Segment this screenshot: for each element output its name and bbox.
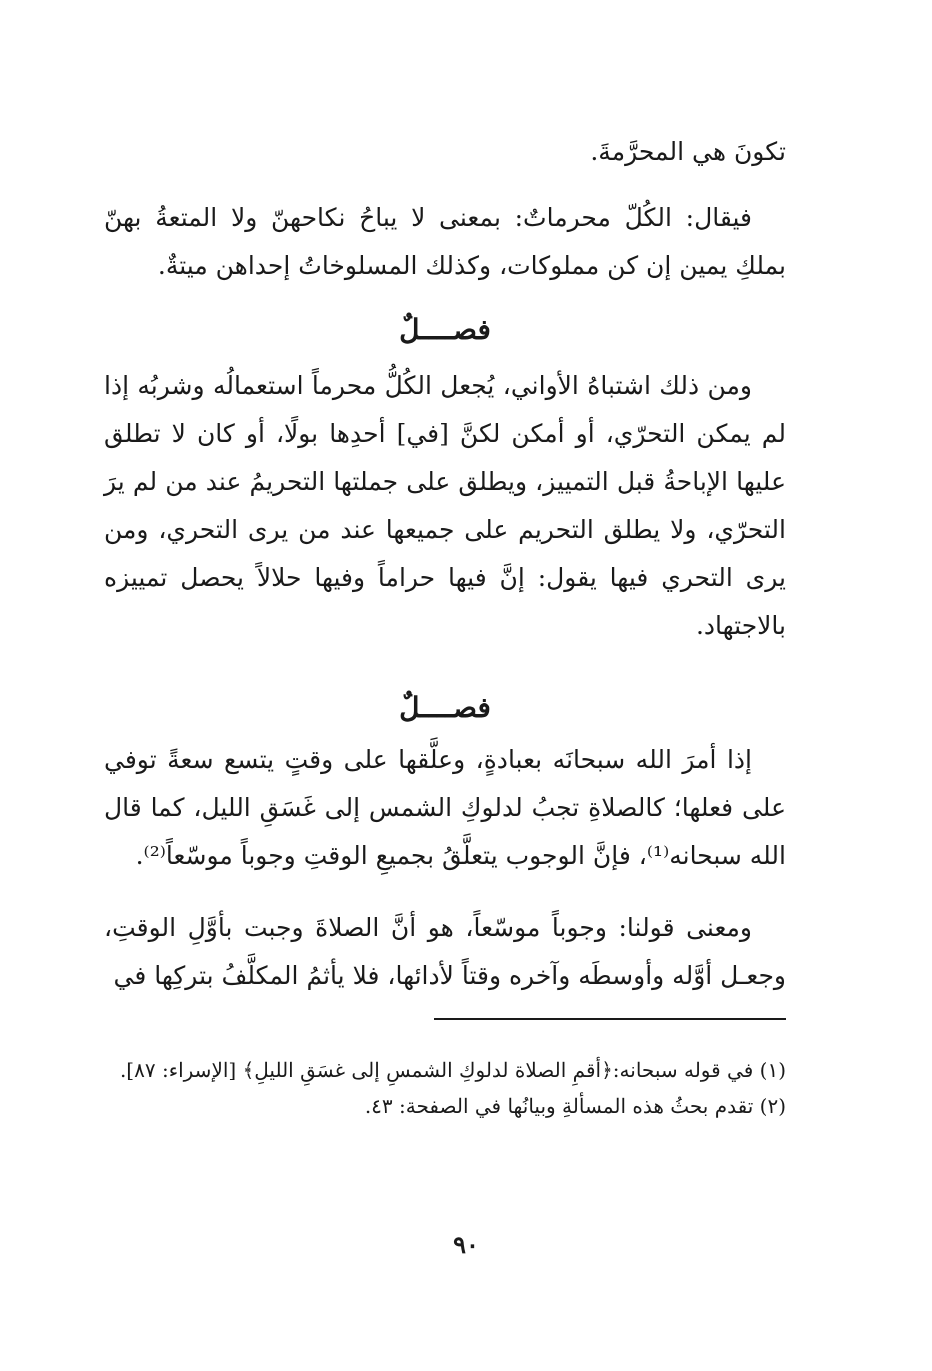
paragraph-4-text: ومعنى قولنا: وجوباً موسّعاً، هو أنَّ الصلاةَ وجبت بأوَّلِ الوقتِ، وجعـل أوَّله وأوسطَه وآخره وقتاً لأدائها، فلا يأثمُ المكلَّفُ بتركِها في — [104, 913, 786, 990]
footnote-divider — [434, 1018, 786, 1020]
footnotes — [104, 1052, 786, 1124]
continuation-line — [104, 128, 786, 176]
paragraph-3-text: إذا أمرَ الله سبحانَه بعبادةٍ، وعلَّقها على وقتٍ يتسع سعةً توفي على فعلها؛ كالصلاةِ تجبُ لدلوكِ الشمس إلى غَسَقِ الليل، كما قال الله سبحانه⁽¹⁾، فإنَّ الوجوب يتعلَّقُ بجميعِ الوقتِ وجوباً موسّعاً⁽²⁾. — [104, 745, 786, 870]
paragraph-3 — [104, 736, 786, 880]
footnote-1: (١) في قوله سبحانه:﴿أقمِ الصلاة لدلوكِ الشمسِ إلى غسَقِ الليلِ﴾ [الإسراء: ٨٧]. — [119, 1058, 786, 1082]
page-number: ٩٠ — [453, 1230, 479, 1259]
section-heading-1: فصــــلٌ — [399, 313, 491, 346]
paragraph-2 — [104, 362, 786, 650]
paragraph-1 — [104, 194, 786, 290]
section-heading-2: فصــــلٌ — [399, 691, 491, 724]
paragraph-4 — [104, 904, 786, 1000]
footnote-2: (٢) تقدم بحثُ هذه المسألةِ وبيانُها في الصفحة: ٤٣. — [364, 1094, 786, 1118]
paragraph-2-text: ومن ذلك اشتباهُ الأواني، يُجعل الكُلُّ محرماً استعمالُه وشربُه إذا لم يمكن التحرّي، أو أمكن لكنَّ [في] أحدِها بولًا، أو كان لا تطلق عليها الإباحةُ قبل التمييز، ويطلق على جملتها التحريمُ عند من لم يرَ التحرّي، ولا يطلق التحريم على جميعها عند من يرى التحري، ومن يرى التحري فيها يقول: إنَّ فيها حراماً وفيها حلالاً يحصل تمييزه بالاجتهاد. — [104, 371, 786, 640]
paragraph-1-text: فيقال: الكُلّ محرماتٌ: بمعنى لا يباحُ نكاحهنّ ولا المتعةُ بهنّ بملكِ يمين إن كن مملوكات، وكذلك المسلوخاتُ إحداهن ميتةٌ. — [104, 203, 786, 280]
continuation-text: تكونَ هي المحرَّمةَ. — [590, 137, 786, 166]
